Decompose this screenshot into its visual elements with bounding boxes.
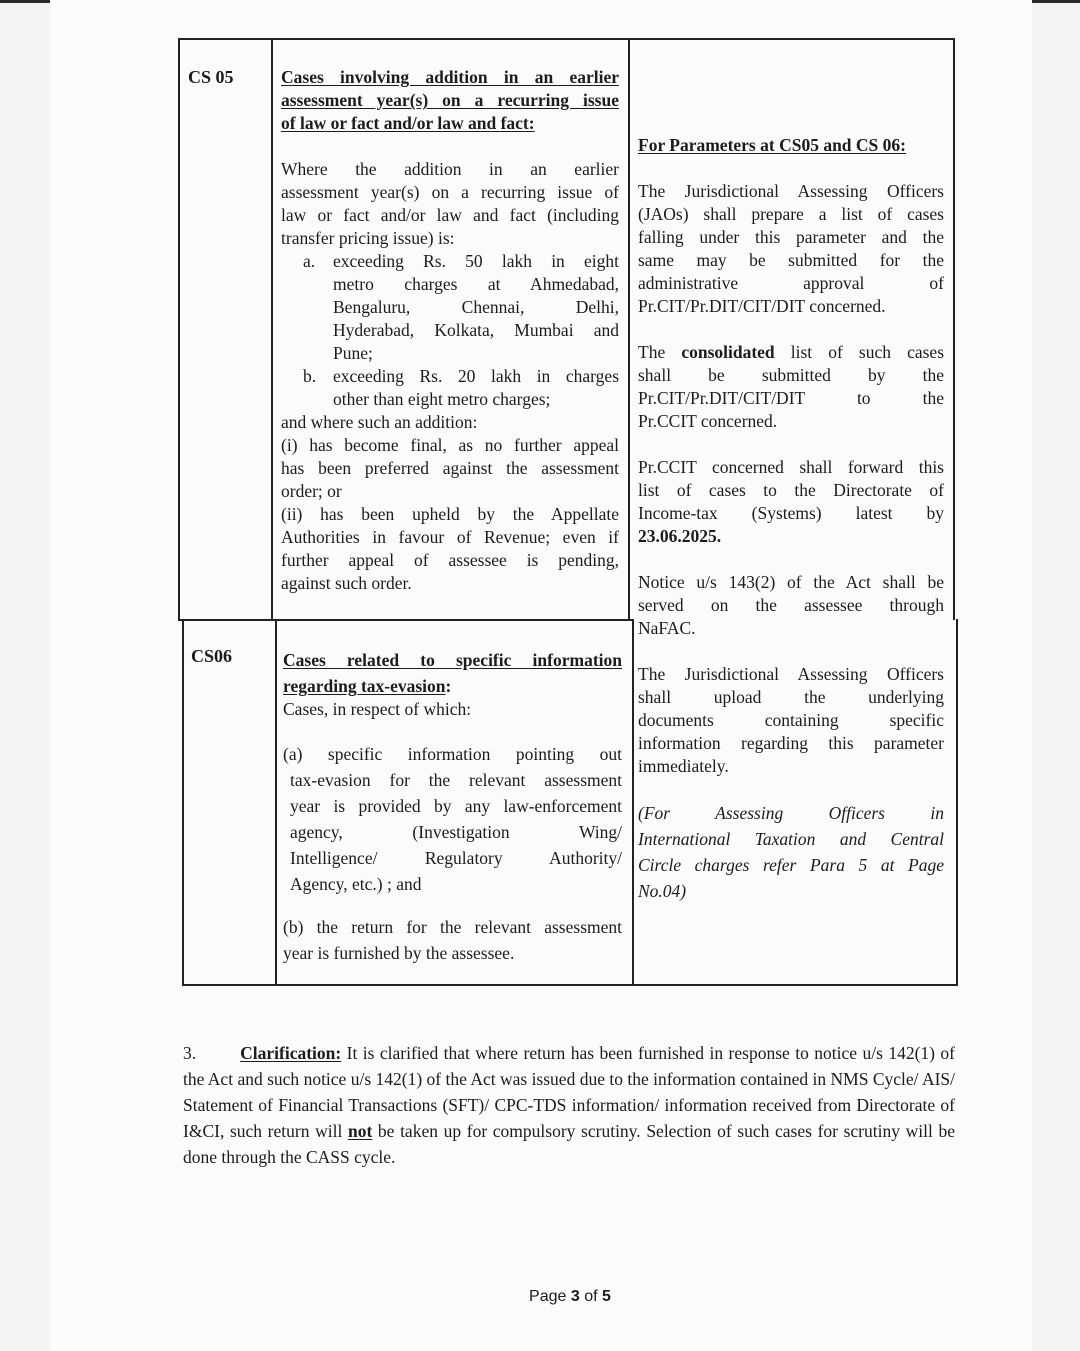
clarification-paragraph — [183, 1040, 955, 1170]
cs06-b-line-1: (b) the return for the relevant assessment — [283, 917, 622, 937]
cs05-intro-line-1: Where the addition in an earlier — [281, 159, 619, 179]
footer-of-word: of — [584, 1288, 598, 1305]
cs06-intro: Cases, in respect of which: — [283, 699, 472, 719]
table-left-border-lower — [182, 619, 184, 985]
cs05-item-b-label: b. — [303, 366, 317, 386]
params-p2-end: list of such cases — [790, 342, 945, 362]
cs06-a-line-5: Intelligence/ Regulatory Authority/ — [290, 848, 622, 868]
clarification-text-before: It is clarified that where return has been furnished in response to notice u/s 142(1) of the Act and such notice u/s 142(1) of the Act was issued due to the information contained in NMS Cycle/ AIS/ Statement of Financial Transactions (SFT)/ CPC-TDS information/ information received from Directorate of I&CI, such return will — [183, 1043, 955, 1141]
params-p1-line-3: falling under this parameter and the — [638, 227, 944, 247]
cs05-intro-line-4: transfer pricing issue) is: — [281, 228, 455, 248]
clarification-emphasis: not — [347, 1121, 373, 1141]
cs05-item-a-label: a. — [303, 251, 316, 271]
cs05-item-a-line-3: Bengaluru, Chennai, Delhi, — [333, 297, 619, 317]
cs05-cond-i-line-2: has been preferred against the assessment — [281, 458, 619, 478]
params-p5-line-5: immediately. — [638, 756, 729, 776]
params-p1-line-5: administrative approval of — [638, 273, 944, 293]
params-p2-line-2: shall be submitted by the — [638, 365, 944, 385]
params-note-line-1: (For Assessing Officers in — [638, 803, 944, 823]
table-divider-2-lower — [632, 619, 634, 985]
params-p3-line-2: list of cases to the Directorate of — [638, 480, 944, 500]
cs06-a-line-4: agency, (Investigation Wing/ — [290, 822, 622, 842]
cs06-a-line-6: Agency, etc.) ; and — [290, 874, 422, 894]
cs05-item-a — [281, 250, 619, 365]
cs05-code — [188, 66, 234, 89]
cs05-item-a-line-2: metro charges at Ahmedabad, — [333, 274, 619, 294]
params-p2-line-3: Pr.CIT/Pr.DIT/CIT/DIT to the — [638, 388, 944, 408]
cs05-cond-ii-line-1: (ii) has been upheld by the Appellate — [281, 504, 619, 524]
params-note — [638, 800, 944, 904]
params-p5-line-3: documents containing specific — [638, 710, 944, 730]
cs06-a-line-1: (a) specific information pointing out — [283, 744, 622, 764]
params-p5-line-4: information regarding this parameter — [638, 733, 944, 753]
cs05-item-a-line-4: Hyderabad, Kolkata, Mumbai and — [333, 320, 619, 340]
cs05-item-b-line-2: other than eight metro charges; — [333, 389, 551, 409]
params-p1-line-6: Pr.CIT/Pr.DIT/CIT/DIT concerned. — [638, 296, 886, 316]
cs05-code-text: CS 05 — [188, 67, 234, 87]
cs05-item-b — [281, 365, 619, 411]
table-divider-1-lower — [275, 619, 277, 985]
cs06-a-line-3: year is provided by any law-enforcement — [290, 796, 622, 816]
cs06-a-line-2: tax-evasion for the relevant assessment — [290, 770, 622, 790]
cs05-cond-ii-line-3: further appeal of assessee is pending, — [281, 550, 619, 570]
cs06-item-b — [283, 914, 622, 966]
params-heading: For Parameters at CS05 and CS 06: — [638, 135, 906, 155]
params-p1-line-2: (JAOs) shall prepare a list of cases — [638, 204, 944, 224]
params-p5-line-1: The Jurisdictional Assessing Officers — [638, 664, 944, 684]
cs05-item-b-line-1: exceeding Rs. 20 lakh in charges — [333, 366, 619, 386]
cs06-code-text: CS06 — [191, 646, 233, 666]
params-note-line-4: No.04) — [638, 881, 687, 901]
cs05-item-a-line-5: Pune; — [333, 343, 373, 363]
cs05-heading-line-3: of law or fact and/or law and fact: — [281, 113, 535, 133]
cs05-description — [281, 66, 619, 595]
cs05-cond-i-line-3: order; or — [281, 481, 342, 501]
table-divider-1-upper — [271, 38, 273, 620]
cs05-item-a-line-1: exceeding Rs. 50 lakh in eight — [333, 251, 619, 271]
table-bottom-border — [182, 984, 958, 986]
row-separator — [178, 619, 632, 621]
page-footer — [0, 1288, 1080, 1306]
params-p4-line-3: NaFAC. — [638, 618, 696, 638]
params-note-line-2: International Taxation and Central — [638, 829, 944, 849]
cs05-where: and where such an addition: — [281, 412, 478, 432]
params-p2-line-4: Pr.CCIT concerned. — [638, 411, 778, 431]
cs06-description — [283, 649, 622, 966]
table-top-border — [178, 38, 954, 40]
cs05-intro-line-2: assessment year(s) on a recurring issue of — [281, 182, 619, 202]
cs06-heading-colon: : — [445, 676, 452, 696]
params-p1-line-4: same may be submitted for the — [638, 250, 944, 270]
clarification-label: Clarification: — [240, 1043, 342, 1063]
table-right-border-upper — [953, 38, 955, 620]
params-p1-line-1: The Jurisdictional Assessing Officers — [638, 181, 944, 201]
cs05-intro-line-3: law or fact and/or law and fact (including — [281, 205, 619, 225]
cs05-cond-i-line-1: (i) has become final, as no further appeal — [281, 435, 619, 455]
cs05-heading-line-2: assessment year(s) on a recurring issue — [281, 90, 619, 110]
params-p2-bold: consolidated — [681, 342, 775, 362]
cs05-heading-line-1: Cases involving addition in an earlier — [281, 67, 619, 87]
footer-page-number: 3 — [570, 1288, 580, 1305]
cs06-code — [191, 645, 232, 668]
params-p5-line-2: shall upload the underlying — [638, 687, 944, 707]
params-p2-line-1 — [638, 341, 944, 364]
params-p4-line-2: served on the assessee through — [638, 595, 944, 615]
params-p3-line-1: Pr.CCIT concerned shall forward this — [638, 457, 944, 477]
cs05-cond-ii-line-4: against such order. — [281, 573, 412, 593]
cs06-heading-line-2: regarding tax-evasion — [283, 676, 446, 696]
params-p4-line-1: Notice u/s 143(2) of the Act shall be — [638, 572, 944, 592]
params-p3-line-3: Income-tax (Systems) latest by — [638, 503, 944, 523]
cs06-heading-line-1: Cases related to specific information — [283, 650, 622, 670]
table-left-border-upper — [178, 38, 180, 620]
clarification-number: 3. — [183, 1043, 197, 1063]
params-p3-date: 23.06.2025. — [638, 526, 722, 546]
params-column — [638, 134, 944, 904]
footer-total-pages: 5 — [602, 1288, 611, 1305]
cs05-cond-ii-line-2: Authorities in favour of Revenue; even if — [281, 527, 619, 547]
clarification-text-after: be taken up for compulsory scrutiny. Selection of such cases for scrutiny will be done through the CASS cycle. — [183, 1121, 956, 1167]
table-divider-2-upper — [628, 38, 630, 620]
params-note-line-3: Circle charges refer Para 5 at Page — [638, 855, 944, 875]
cs06-b-line-2: year is furnished by the assessee. — [283, 943, 515, 963]
params-p2-start: The — [638, 342, 666, 362]
table-right-border-lower — [956, 619, 958, 985]
footer-page-word: Page — [529, 1288, 567, 1305]
cs06-item-a — [283, 741, 622, 897]
